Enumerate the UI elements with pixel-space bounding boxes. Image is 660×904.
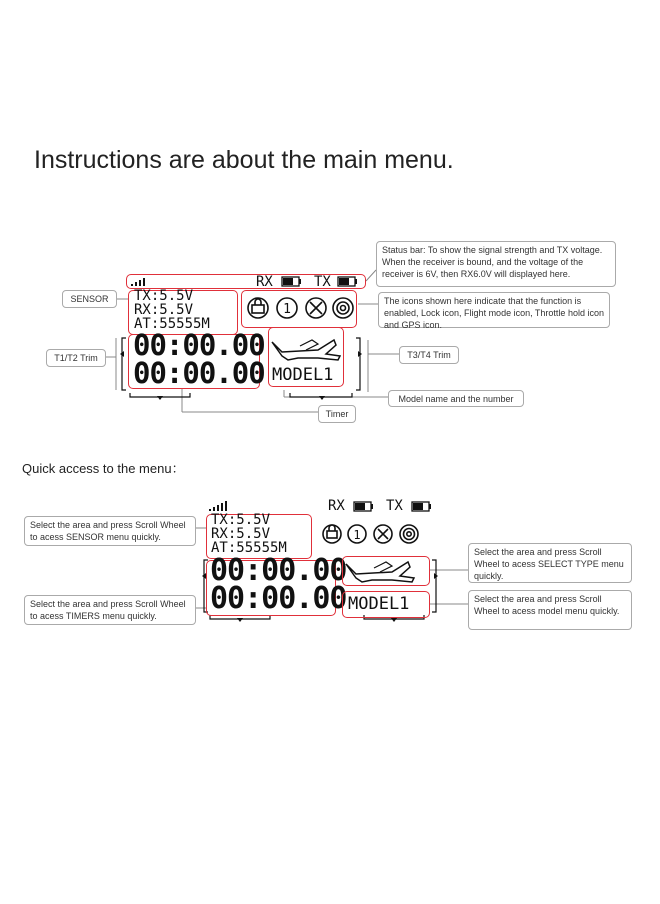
timer1: 00:00.00 bbox=[133, 328, 265, 362]
model-name-2: MODEL1 bbox=[348, 594, 410, 614]
rx-voltage: RX:5.5V bbox=[134, 302, 194, 318]
rx-label: RX bbox=[256, 274, 273, 290]
section-subtitle: Quick access to the menu： bbox=[22, 461, 185, 476]
rx-label-2: RX bbox=[328, 498, 345, 514]
model-name-callout: Model name and the number bbox=[388, 390, 524, 407]
tx-voltage: TX:5.5V bbox=[134, 288, 194, 304]
model-quick-callout: Select the area and press Scroll Wheel to acess model menu quickly. bbox=[468, 590, 632, 630]
altitude: AT:55555M bbox=[134, 316, 210, 332]
timers-quick-callout: Select the area and press Scroll Wheel to acess TIMERS menu quickly. bbox=[24, 595, 196, 625]
timer2-2: 00:00.00 bbox=[210, 581, 347, 616]
tx-label: TX bbox=[314, 274, 331, 290]
select-type-quick-callout: Select the area and press Scroll Wheel to acess SELECT TYPE menu quickly. bbox=[468, 543, 632, 583]
timer2: 00:00.00 bbox=[133, 356, 265, 390]
rx-voltage-2: RX:5.5V bbox=[211, 526, 271, 542]
t1t2-trim-callout: T1/T2 Trim bbox=[46, 349, 106, 367]
sensor-quick-callout: Select the area and press Scroll Wheel to acess SENSOR menu quickly. bbox=[24, 516, 196, 546]
sensor-callout: SENSOR bbox=[62, 290, 117, 308]
altitude-2: AT:55555M bbox=[211, 540, 287, 556]
svg-text:1: 1 bbox=[283, 302, 291, 317]
tx-voltage-2: TX:5.5V bbox=[211, 512, 271, 528]
t3t4-trim-callout: T3/T4 Trim bbox=[399, 346, 459, 364]
icons-callout: The icons shown here indicate that the function is enabled, Lock icon, Flight mode icon, Throttle hold icon and GPS icon. bbox=[378, 292, 610, 328]
status-bar-callout: Status bar: To show the signal strength and TX voltage. When the receiver is bound, and the voltage of the receiver is 6V, then RX6.0V will displayed here. bbox=[376, 241, 616, 287]
tx-label-2: TX bbox=[386, 498, 403, 514]
timer1-2: 00:00.00 bbox=[210, 553, 347, 588]
page-title: Instructions are about the main menu. bbox=[34, 146, 454, 174]
timer-callout: Timer bbox=[318, 405, 356, 423]
model-name: MODEL1 bbox=[272, 365, 334, 385]
svg-text:1: 1 bbox=[353, 528, 361, 542]
